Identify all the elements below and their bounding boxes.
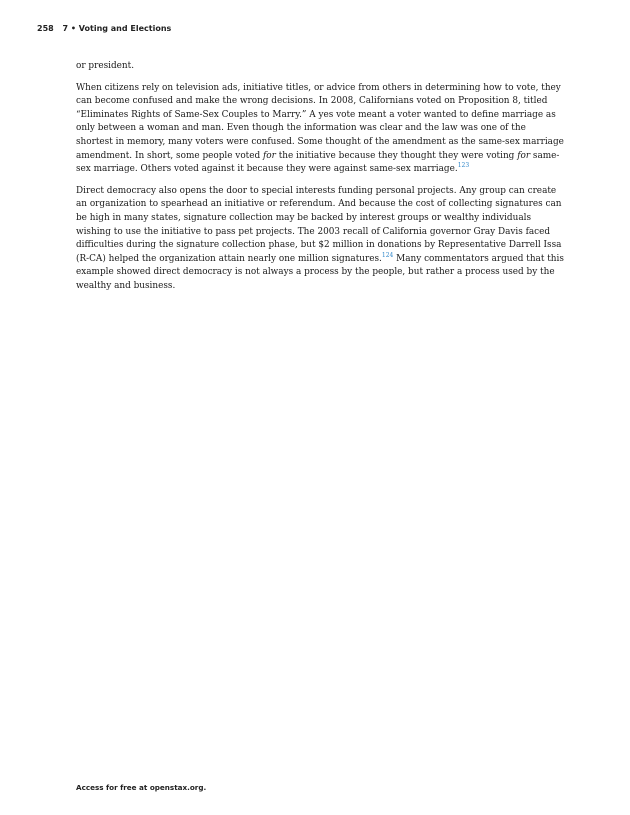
footnote-link-123[interactable]: 123 [457,162,470,170]
footer-access-note: Access for free at openstax.org. [76,783,207,792]
paragraph-special-interests [76,185,564,294]
page-body [76,60,564,302]
text-span: the initiative because they thought they were voting [275,150,518,161]
text-span: When citizens rely on television ads, initiative titles, or advice from others in determining how to vote, they can become confused and make the wrong decisions. In 2008, Californians voted on Proposition 8, titled “Eliminates Rights of Same-Sex Couples to Marry.” A yes vote meant a voter wanted to define marriage as only between a woman and man. Even though the information was clear and the law was one of the shortest in memory, many voters were confused. Some thought of the amendment as the same-sex marriage amendment. In short, some people voted [76,82,564,161]
paragraph-continuation: or president. [76,61,135,71]
footnote-link-124[interactable]: 124 [381,251,394,259]
chapter-title: 7 • Voting and Elections [62,24,172,33]
emphasis-for: for [517,150,531,161]
text-span: same-sex marriage. Others voted against it because they were against same-sex marriage. [76,150,560,175]
emphasis-for: for [263,150,276,161]
running-header [37,24,171,33]
text-span: Many commentators argued that this example showed direct democracy is not always a process by the people, but rather a process used by the wealthy and business. [76,253,564,291]
page-number: 258 [37,24,54,33]
paragraph-voter-confusion [76,82,564,177]
text-span: Direct democracy also opens the door to special interests funding personal projects. Any group can create an organization to spearhead an initiative or referendum. And because the cost of collecting signatures can be high in many states, signature collection may be backed by interest groups or wealthy individuals wishing to use the initiative to pass pet projects. The 2003 recall of California governor Gray Davis faced difficulties during the signature collection phase, but $2 million in donations by Representative Darrell Issa (R-CA) helped the organization attain nearly one million signatures. [76,185,562,264]
